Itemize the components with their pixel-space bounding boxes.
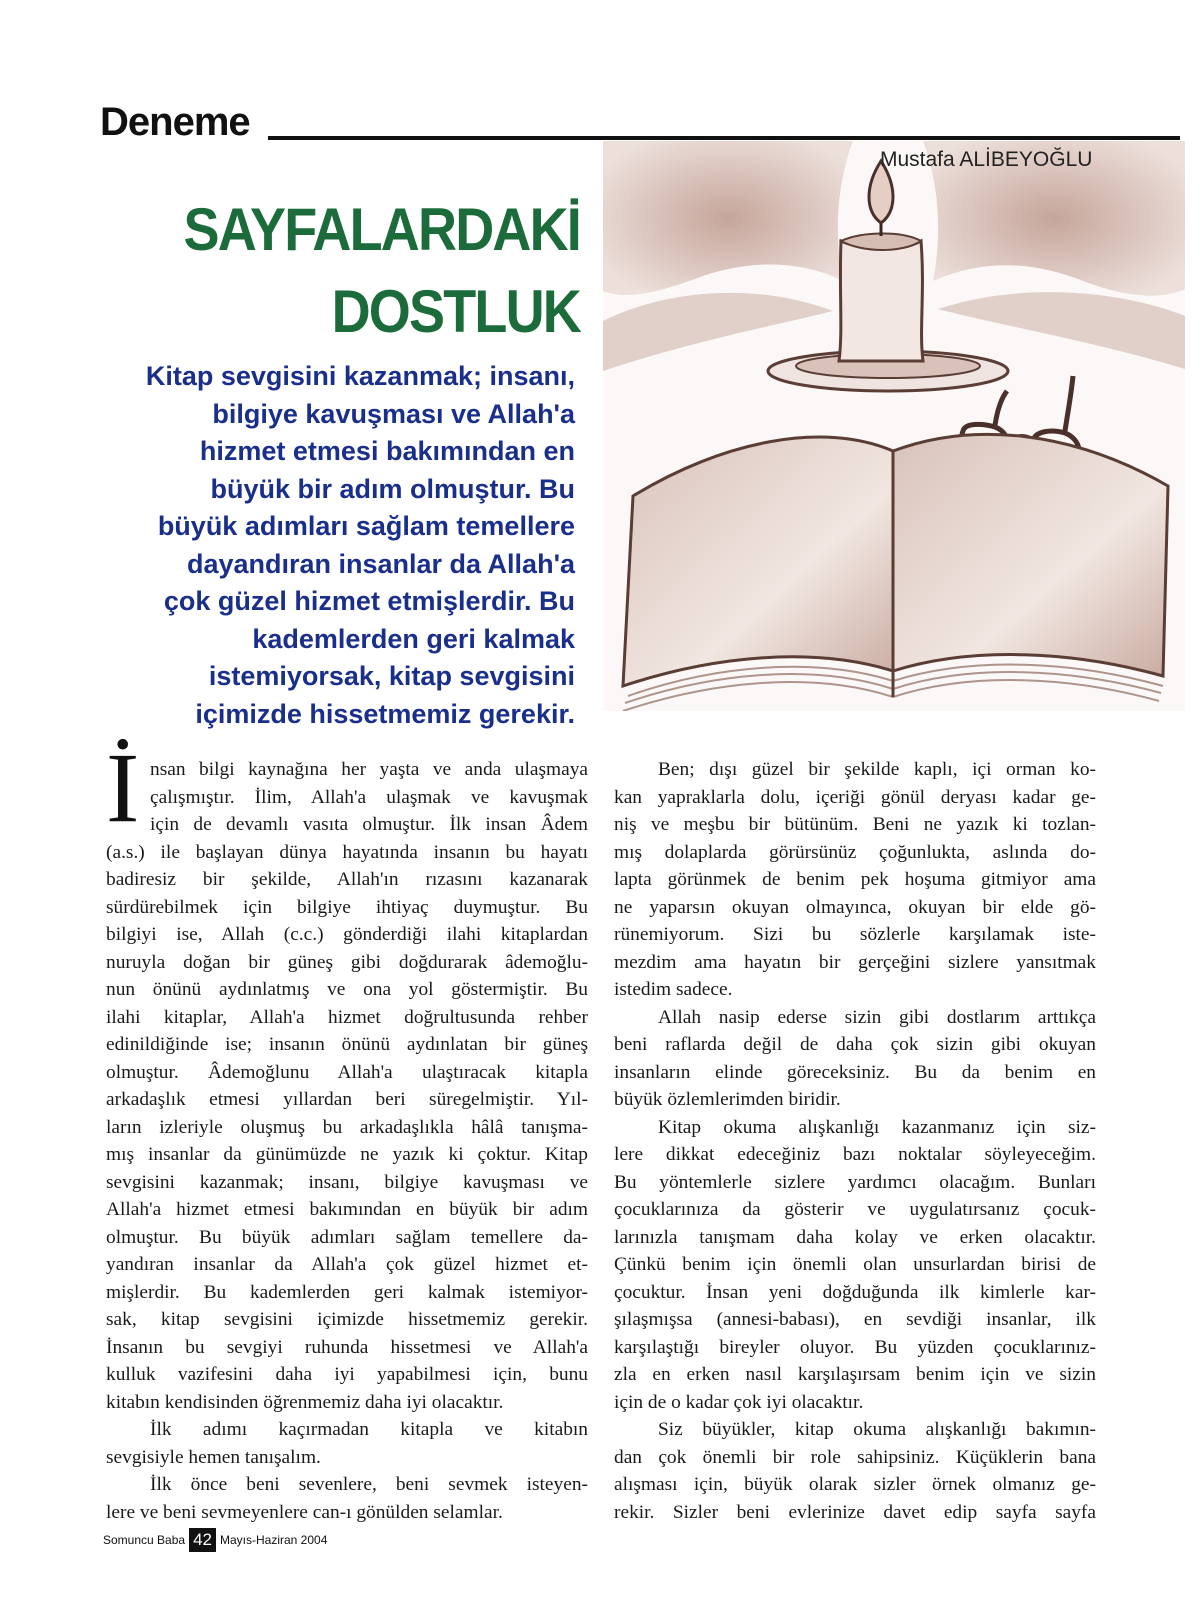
body-line: İlk adımı kaçırmadan kitapla ve kitabın [150, 1419, 588, 1440]
body-line: nun önünü aydınlatmış ve ona yol göstermiştir. Bu [106, 979, 588, 1000]
body-line: Bu yöntemlerle sizlere yardımcı olacağım. Bunları [614, 1171, 1096, 1193]
issue-date: Mayıs-Haziran 2004 [219, 1533, 328, 1547]
body-line: nsan bilgi kaynağına her yaşta ve anda ulaşmaya [150, 759, 588, 780]
body-line: sak, kitap sevgisini içimizde hissetmemiz gerekir. [106, 1309, 588, 1330]
body-line: lere dikkat edeceğiniz bazı noktalar söyleyeceğim. [614, 1144, 1096, 1165]
body-line: sürdürebilmek için bilgiye ihtiyaç duymuştur. Bu [106, 896, 588, 918]
lead-line: hizmet etmesi bakımından en [199, 436, 575, 466]
body-line: Siz büyükler, kitap okuma alışkanlığı bakımın- [658, 1419, 1096, 1440]
body-line: arkadaşlık etmesi yıllardan beri süregelmiştir. Yıl- [106, 1089, 588, 1110]
lead-line: dayandıran insanlar da Allah'a [186, 548, 575, 579]
body-line: ne yaparsın okuyan olmayınca, okuyan bir elde gö- [614, 896, 1096, 918]
body-line: beni raflarda değil de daha çok sizin gibi okuyan [614, 1034, 1096, 1055]
body-line: niş ve meşbu bir bütünüm. Beni ne yazık ki tozlan- [614, 814, 1096, 835]
body-line: kitabın kendisinden öğrenmemiz daha iyi olacaktır. [106, 1391, 504, 1413]
page-footer [103, 1528, 327, 1552]
body-line: lapta görünmek de benim pek hoşuma gitmiyor ama [614, 869, 1096, 890]
body-line: için de devamlı vasıta olmuştur. İlk insan Âdem [150, 814, 588, 835]
body-line: mış insanlar da günümüzde ne yazık ki çoktur. Kitap [106, 1144, 588, 1165]
body-line: bilgiyi ise, Allah (c.c.) gönderdiği ilahi kitaplardan [106, 924, 588, 945]
lead-line: bilgiye kavuşması ve Allah'a [212, 398, 575, 429]
body-line: mezdim ama hayatın bir gerçeğini sizlere yansıtmak [614, 951, 1096, 973]
body-line: lere ve beni sevmeyenlere can-ı gönülden selamlar. [106, 1501, 503, 1523]
body-line: İlk önce beni sevenlere, beni sevmek isteyen- [150, 1474, 588, 1495]
section-rule [268, 136, 1180, 140]
body-line: İnsanın bu sevgiyi ruhunda hissetmesi ve Allah'a [106, 1336, 588, 1358]
body-column-left [106, 756, 588, 1526]
drop-cap: İ [106, 732, 140, 843]
body-line: sevgisiyle hemen tanışalım. [106, 1446, 321, 1468]
body-line: Kitap okuma alışkanlığı kazanmanız için siz- [658, 1116, 1096, 1138]
body-line: (a.s.) ile başlayan dünya hayatında insanın bu hayatı [106, 841, 588, 863]
body-line: mış dolaplarda görürsünüz çoğunlukta, aslında do- [614, 841, 1096, 863]
lead-line: büyük bir adım olmuştur. Bu [210, 473, 575, 504]
magazine-name: Somuncu Baba [103, 1533, 186, 1547]
body-line: mişlerdir. Bu kademlerden geri kalmak istemiyor- [106, 1281, 588, 1303]
body-line: alışması için, büyük olarak sizler örnek olmanız ge- [614, 1474, 1096, 1495]
lead-line: istemiyorsak, kitap sevgisini [208, 661, 575, 691]
body-line: kan yapraklarla dolu, içeriği gönül deryası kadar ge- [614, 786, 1096, 808]
body-column-right [614, 756, 1096, 1526]
section-label: Deneme [100, 100, 250, 144]
body-line: olmuştur. Bu büyük adımları sağlam temellere da- [106, 1226, 588, 1248]
body-line: yandıran insanlar da Allah'a çok güzel hizmet et- [106, 1254, 588, 1275]
body-line: Çünkü benim için önemli olan unsurlardan birisi de [614, 1254, 1096, 1275]
body-line: çalışmıştır. İlim, Allah'a ulaşmak ve kavuşmak [150, 786, 588, 808]
body-line: sevgisini kazanmak; insanı, bilgiye kavuşması ve [106, 1171, 588, 1193]
body-line: çocuklarınıza da gösterir ve uygulatırsanız çocuk- [614, 1199, 1096, 1220]
body-line: ilahi kitaplar, Allah'a hizmet doğrultusunda rehber [106, 1006, 588, 1028]
body-line: insanların elinde göreceksiniz. Bu da benim en [614, 1061, 1096, 1083]
body-line: larınızla tanışmam daha kolay ve erken olacaktır. [614, 1226, 1096, 1248]
lead-line: Kitap sevgisini kazanmak; insanı, [145, 361, 575, 391]
article-title-line-1: SAYFALARDAKİ [183, 196, 580, 263]
lead-line: içimizde hissetmemiz gerekir. [195, 698, 575, 729]
body-line: kulluk vazifesini daha iyi yapabilmesi için, bunu [106, 1364, 588, 1385]
lead-line: kademlerden geri kalmak [252, 623, 575, 654]
body-line: şılaşmışsa (annesi-babası), en sevdiği insanlar, ilk [614, 1309, 1096, 1330]
body-line: büyük özlemlerimden biridir. [614, 1089, 841, 1110]
body-line: badiresiz bir şekilde, Allah'ın rızasını kazanarak [106, 869, 588, 890]
body-line: ların izleriyle oluşmuş bu arkadaşlıkla hâlâ tanışma- [106, 1116, 588, 1138]
body-line: zla en erken nasıl karşılaşırsam benim için ve sizin [614, 1364, 1096, 1385]
body-line: Allah nasip ederse sizin gibi dostlarım arttıkça [658, 1006, 1096, 1028]
lead-line: çok güzel hizmet etmişlerdir. Bu [163, 586, 575, 616]
candle-book-illustration [603, 141, 1185, 711]
lead-line: büyük adımları sağlam temellere [157, 511, 575, 541]
body-line: Allah'a hizmet etmesi bakımından en büyük bir adım [106, 1199, 588, 1220]
article-title-line-2: DOSTLUK [331, 278, 580, 345]
body-line: çocuktur. İnsan yeni doğduğunda ilk kimlerle kar- [614, 1281, 1096, 1303]
body-line: nuruyla doğan bir güneş gibi doğdurarak âdemoğlu- [106, 951, 588, 973]
lead-paragraph [100, 358, 575, 733]
body-line: Ben; dışı güzel bir şekilde kaplı, içi orman ko- [658, 759, 1096, 780]
body-line: karşılaştığı bireyler oluyor. Bu yüzden çocuklarınız- [614, 1336, 1096, 1358]
body-line: olmuştur. Âdemoğlunu Allah'a ulaştıracak kitapla [106, 1061, 588, 1083]
body-line: istedim sadece. [614, 979, 733, 1000]
body-line: rekir. Sizler beni evlerinize davet edip sayfa sayfa [614, 1501, 1096, 1523]
page-number: 42 [189, 1528, 216, 1552]
body-line: edinildiğinde ise; insanın önünü aydınlatan bir güneş [106, 1034, 588, 1055]
body-line: rünemiyorum. Sizi bu sözlerle karşılamak iste- [614, 924, 1096, 945]
author-name: Mustafa ALİBEYOĞLU [880, 148, 1093, 171]
body-line: için de o kadar çok iyi olacaktır. [614, 1391, 864, 1413]
body-line: dan çok önemli bir role sahipsiniz. Küçüklerin bana [614, 1446, 1096, 1468]
